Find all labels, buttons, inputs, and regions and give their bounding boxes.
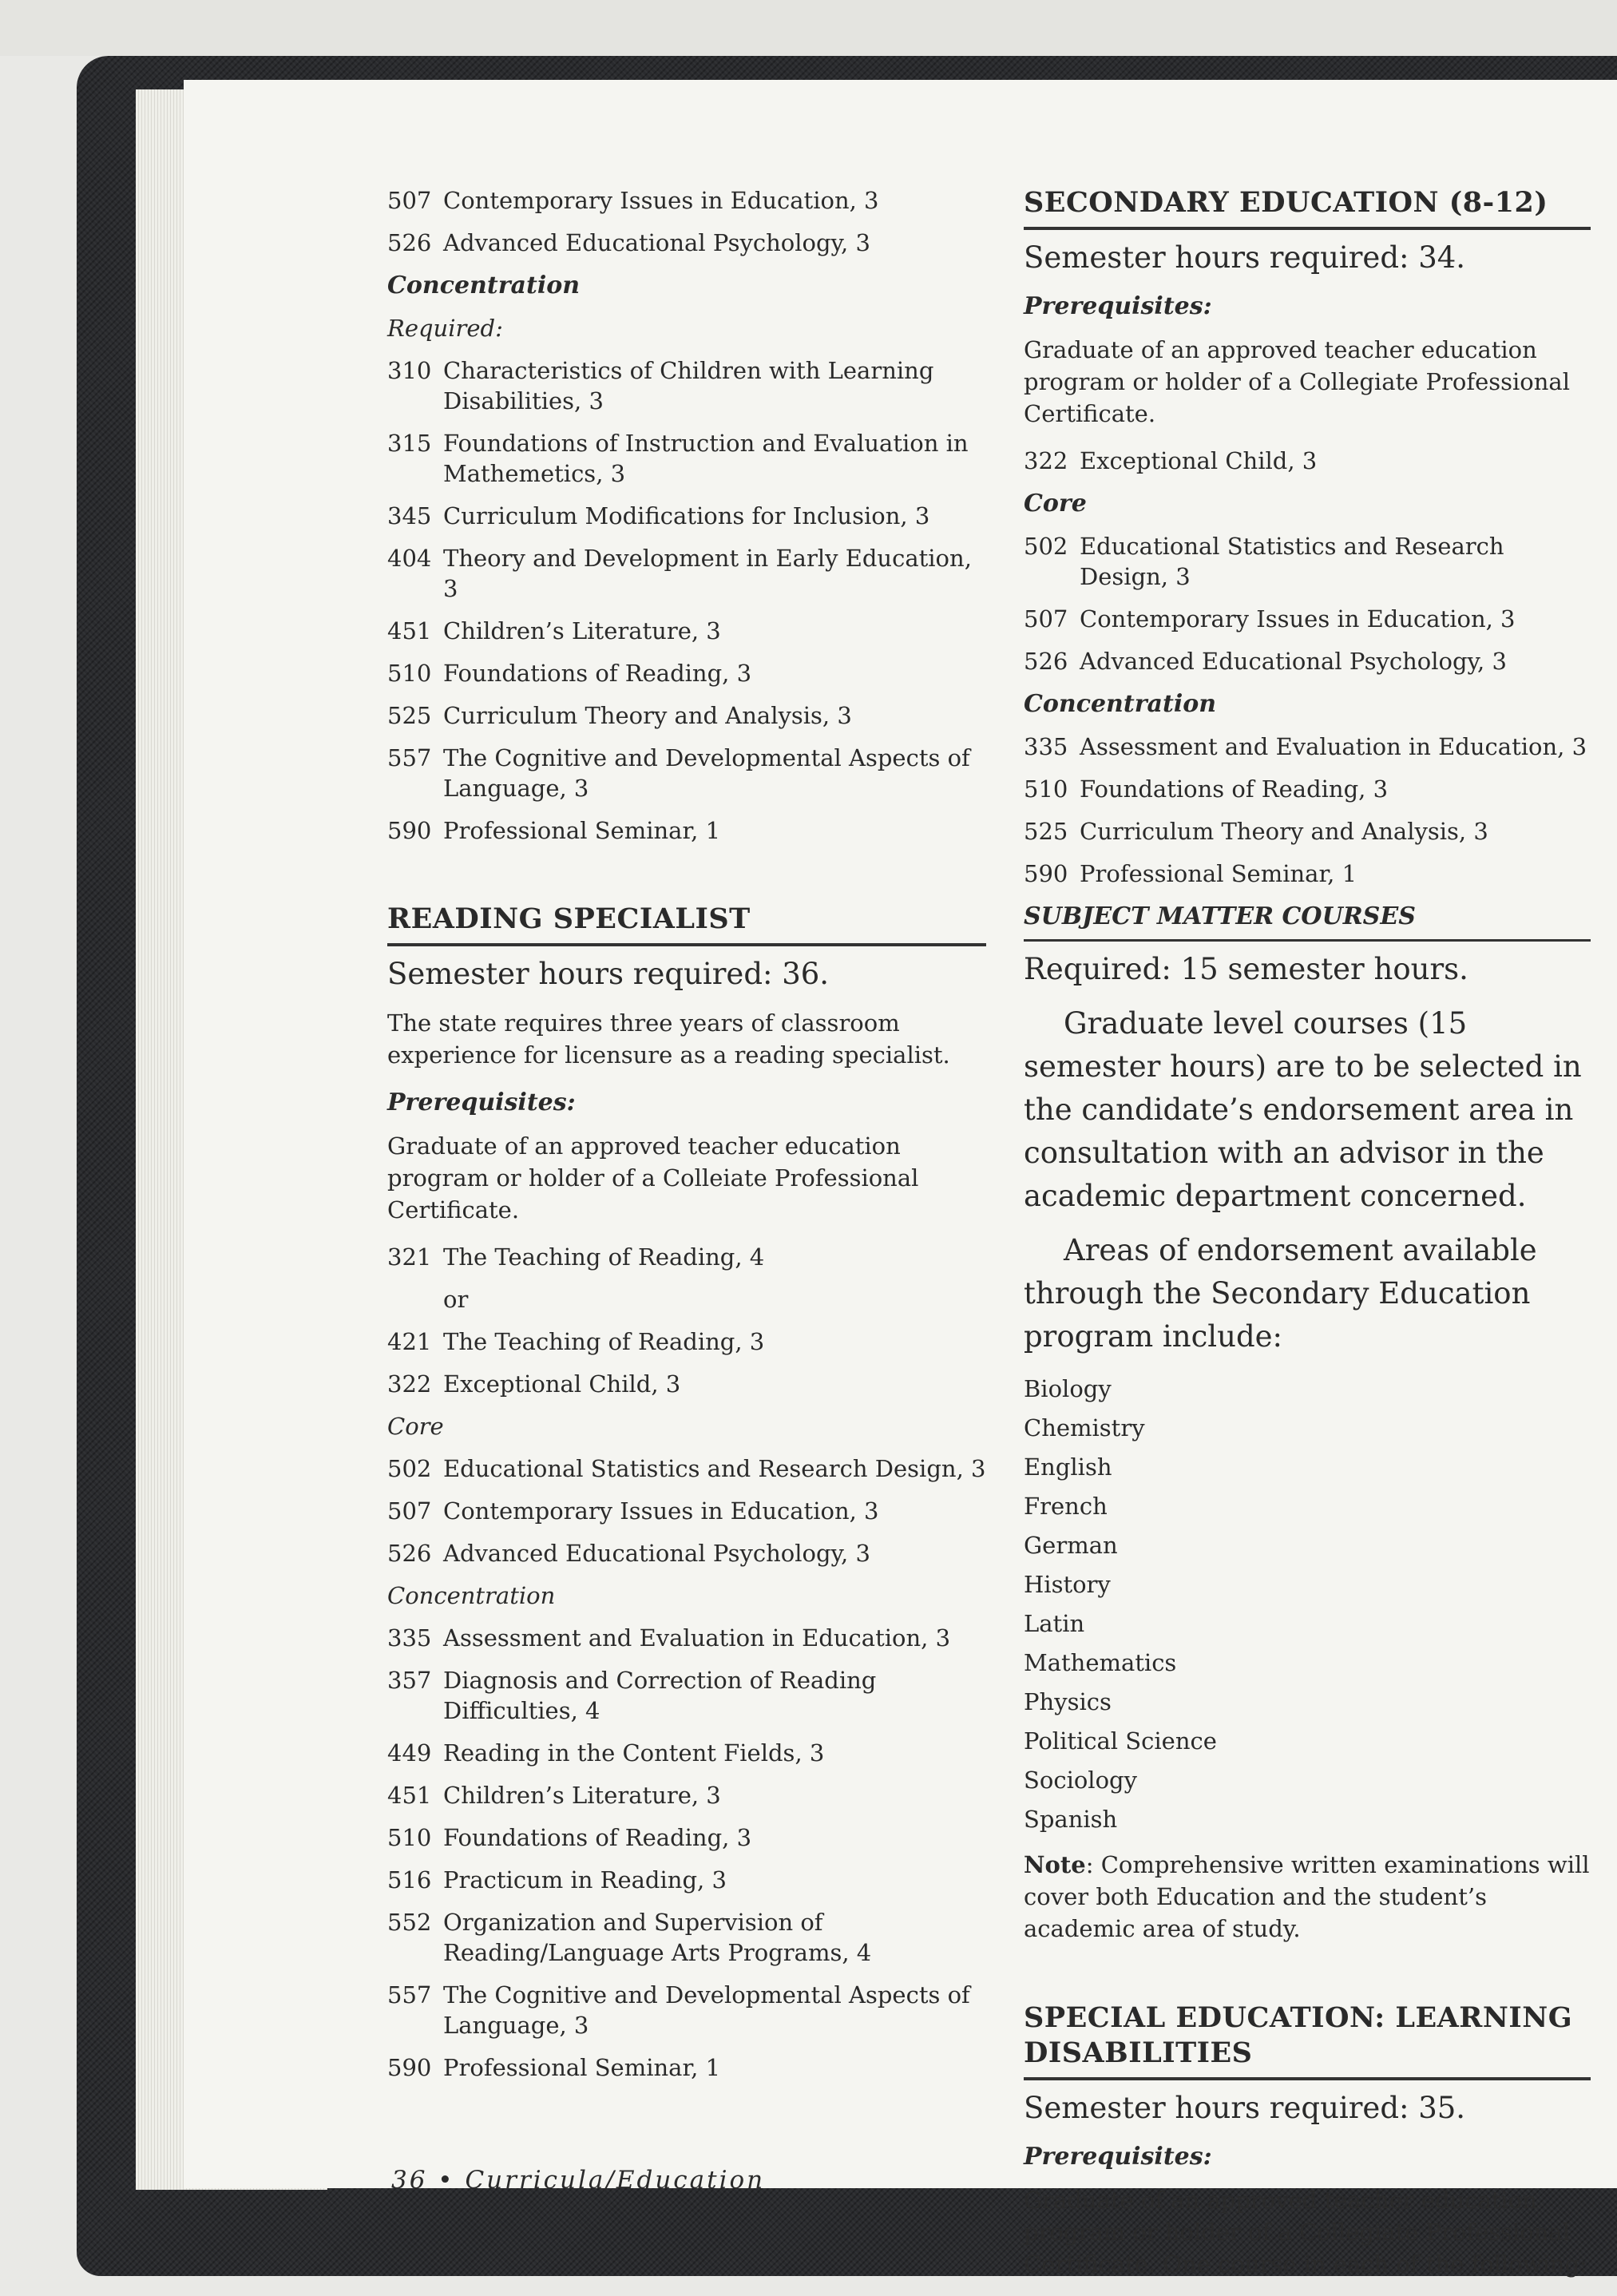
course-title: Reading in the Content Fields, 3: [443, 1739, 825, 1767]
endorsement-area: Physics: [1024, 1688, 1112, 1715]
secondary-prereq-list: [1024, 446, 1591, 476]
course-item: [387, 1369, 986, 1399]
page-footer: 36 • Curricula/Education: [391, 2166, 766, 2195]
concentration-heading: Concentration: [387, 272, 581, 299]
secondary-hours: Semester hours required: 34.: [1024, 240, 1466, 275]
course-item: [1024, 646, 1591, 676]
secondary-prereq-label: Prerequisites:: [1024, 292, 1212, 320]
course-item: [387, 1738, 986, 1768]
course-title: Contemporary Issues in Education, 3: [443, 187, 879, 214]
course-number: 525: [387, 702, 432, 729]
course-number: 321: [387, 1243, 432, 1271]
section-rule: [1024, 227, 1591, 230]
course-title: The Teaching of Reading, 3: [443, 1328, 765, 1355]
course-number: 345: [387, 502, 432, 529]
subject-hours: Required: 15 semester hours.: [1024, 952, 1468, 986]
course-item: [387, 616, 986, 646]
course-item: [387, 543, 986, 604]
course-number: 552: [387, 1909, 432, 1936]
course-item: [387, 1907, 986, 1968]
course-item: [387, 1284, 986, 1315]
course-title: Contemporary Issues in Education, 3: [1080, 605, 1516, 632]
course-title: Foundations of Reading, 3: [443, 660, 752, 687]
secondary-core-list: [1024, 531, 1591, 676]
endorsement-area: Spanish: [1024, 1806, 1118, 1833]
course-number: 451: [387, 1782, 432, 1809]
reading-core-label: Core: [387, 1413, 444, 1440]
course-item: [387, 1780, 986, 1810]
endorsement-area: German: [1024, 1532, 1118, 1559]
reading-hours: Semester hours required: 36.: [387, 957, 830, 991]
left-column: [387, 185, 986, 2095]
course-title: Characteristics of Children with Learning Disabilities, 3: [443, 357, 934, 414]
course-item: [387, 700, 986, 731]
course-number: 502: [387, 1455, 432, 1482]
course-title: Curriculum Theory and Analysis, 3: [443, 702, 852, 729]
course-number: 526: [387, 229, 432, 256]
course-title: Theory and Development in Early Education, 3: [443, 545, 972, 602]
course-number: 310: [387, 357, 432, 384]
reading-prereq-list: [387, 1242, 986, 1399]
subject-paragraph-2: Areas of endorsement available through the Secondary Education program include:: [1024, 1233, 1537, 1354]
course-number: 516: [387, 1866, 432, 1894]
reading-specialist-title: READING SPECIALIST: [387, 902, 751, 935]
course-number: 507: [387, 187, 432, 214]
secondary-note: [1024, 1849, 1591, 1945]
course-number: 357: [387, 1667, 432, 1694]
section-rule: [1024, 2077, 1591, 2080]
course-title: The Teaching of Reading, 4: [443, 1243, 765, 1271]
special-education-title: SPECIAL EDUCATION: LEARNING DISABILITIES: [1024, 2001, 1573, 2069]
course-title: Professional Seminar, 1: [443, 2054, 721, 2081]
course-number: 557: [387, 1981, 432, 2009]
endorsement-area: French: [1024, 1493, 1108, 1520]
course-item: [387, 1242, 986, 1272]
course-number: 315: [387, 430, 432, 457]
course-number: 335: [387, 1624, 432, 1652]
course-title: Professional Seminar, 1: [443, 817, 721, 844]
background: [0, 0, 1617, 56]
course-title: Advanced Educational Psychology, 3: [443, 1540, 870, 1567]
course-number: 510: [387, 1824, 432, 1851]
course-number: 449: [387, 1739, 432, 1767]
endorsement-area: Sociology: [1024, 1767, 1137, 1794]
course-item: [1024, 816, 1591, 847]
course-number: 510: [1024, 775, 1068, 803]
section-rule: [1024, 939, 1591, 942]
course-number: 322: [387, 1370, 432, 1398]
endorsement-area: Biology: [1024, 1375, 1112, 1402]
course-item: [1024, 774, 1591, 804]
course-title: Organization and Supervision of Reading/Language Arts Programs, 4: [443, 1909, 872, 1966]
course-number: 525: [1024, 818, 1068, 845]
course-title: Assessment and Evaluation in Education, 3: [1080, 733, 1587, 760]
course-title: Children’s Literature, 3: [443, 617, 721, 644]
concentration-list: [387, 355, 986, 846]
subject-paragraph-1: Graduate level courses (15 semester hours) are to be selected in the candidate’s endorsement area in consultation with an advisor in the academic department concerned.: [1024, 1006, 1582, 1213]
course-title: Contemporary Issues in Education, 3: [443, 1497, 879, 1525]
reading-prereq-label: Prerequisites:: [387, 1089, 576, 1116]
course-item: [387, 185, 986, 216]
left-top-list: [387, 185, 986, 258]
course-title: Advanced Educational Psychology, 3: [1080, 648, 1507, 675]
right-column: [1024, 185, 1591, 2296]
endorsement-area: Mathematics: [1024, 1649, 1177, 1676]
course-title: Exceptional Child, 3: [443, 1370, 681, 1398]
course-item: [387, 1538, 986, 1568]
course-title: Educational Statistics and Research Design, 3: [443, 1455, 986, 1482]
course-title: Foundations of Instruction and Evaluation in Mathemetics, 3: [443, 430, 969, 487]
course-title: Foundations of Reading, 3: [443, 1824, 752, 1851]
course-item: [387, 501, 986, 531]
note-text: : Comprehensive written examinations will cover both Education and the student’s academic area of study.: [1024, 1851, 1590, 1942]
course-number: 507: [387, 1497, 432, 1525]
course-title: Assessment and Evaluation in Education, 3: [443, 1624, 951, 1652]
course-title: Exceptional Child, 3: [1080, 447, 1318, 474]
course-title: The Cognitive and Developmental Aspects of Language, 3: [443, 744, 970, 802]
endorsement-area: Latin: [1024, 1610, 1085, 1637]
course-item: [1024, 446, 1591, 476]
course-number: 590: [387, 817, 432, 844]
course-number: 421: [387, 1328, 432, 1355]
endorsement-area: History: [1024, 1571, 1111, 1598]
course-title: Professional Seminar, 1: [1080, 860, 1357, 887]
course-number: 510: [387, 660, 432, 687]
course-title: The Cognitive and Developmental Aspects of Language, 3: [443, 1981, 970, 2039]
course-number: 502: [1024, 533, 1068, 560]
course-number: 322: [1024, 447, 1068, 474]
course-title: Foundations of Reading, 3: [1080, 775, 1389, 803]
course-title: Curriculum Theory and Analysis, 3: [1080, 818, 1488, 845]
reading-note: The state requires three years of classroom experience for licensure as a reading specialist.: [387, 1009, 950, 1069]
reading-core-list: [387, 1453, 986, 1568]
endorsement-areas: [1024, 1370, 1591, 1839]
endorsement-area: Political Science: [1024, 1727, 1217, 1755]
course-number: 557: [387, 744, 432, 771]
course-title: Diagnosis and Correction of Reading Difficulties, 4: [443, 1667, 877, 1724]
course-title: Curriculum Modifications for Inclusion, 3: [443, 502, 930, 529]
course-item: [1024, 531, 1591, 592]
special-hours: Semester hours required: 35.: [1024, 2091, 1466, 2125]
reading-concentration-list: [387, 1623, 986, 2083]
course-title: Practicum in Reading, 3: [443, 1866, 727, 1894]
secondary-core-label: Core: [1024, 490, 1087, 517]
course-item: [1024, 604, 1591, 634]
course-number: 451: [387, 617, 432, 644]
course-item: [387, 228, 986, 258]
course-number: 507: [1024, 605, 1068, 632]
course-item: [387, 658, 986, 688]
secondary-concentration-list: [1024, 732, 1591, 889]
course-item: [387, 1665, 986, 1726]
section-rule: [387, 943, 986, 946]
special-prereq-text: Graduate of an approved teacher education program or holder of a Collegiate Professional Certificate. One course in each of the following:: [1024, 2187, 1587, 2278]
endorsement-area: English: [1024, 1453, 1112, 1481]
course-number: 404: [387, 545, 432, 572]
reading-concentration-label: Concentration: [387, 1582, 556, 1609]
course-item: [387, 1453, 986, 1484]
secondary-prereq-text: Graduate of an approved teacher education program or holder of a Collegiate Professional Certificate.: [1024, 336, 1570, 427]
course-title: Children’s Literature, 3: [443, 1782, 721, 1809]
course-item: [387, 815, 986, 846]
course-number: 526: [387, 1540, 432, 1567]
course-number: [387, 1284, 443, 1315]
course-number: 335: [1024, 733, 1068, 760]
course-item: [387, 1623, 986, 1653]
subject-matter-label: SUBJECT MATTER COURSES: [1024, 902, 1416, 930]
secondary-title: SECONDARY EDUCATION (8-12): [1024, 186, 1548, 219]
course-item: [387, 2052, 986, 2083]
endorsement-area: Chemistry: [1024, 1414, 1145, 1441]
course-number: 590: [1024, 860, 1068, 887]
course-item: [387, 1822, 986, 1853]
course-item: [387, 1326, 986, 1357]
course-number: 590: [387, 2054, 432, 2081]
course-number: 526: [1024, 648, 1068, 675]
course-item: [387, 1865, 986, 1895]
course-item: [1024, 732, 1591, 762]
course-title: Advanced Educational Psychology, 3: [443, 229, 870, 256]
course-item: [387, 428, 986, 489]
course-item: [387, 743, 986, 803]
course-title: Educational Statistics and Research Design, 3: [1080, 533, 1504, 590]
required-label: Required:: [387, 315, 503, 342]
course-item: [387, 1980, 986, 2040]
note-label: Note: [1024, 1851, 1086, 1878]
course-item: [1024, 859, 1591, 889]
course-title: or: [443, 1286, 469, 1313]
course-item: [387, 355, 986, 416]
special-prereq-label: Prerequisites:: [1024, 2143, 1212, 2171]
secondary-concentration-label: Concentration: [1024, 690, 1217, 718]
reading-prereq-text: Graduate of an approved teacher education program or holder of a Colleiate Professional Certificate.: [387, 1132, 919, 1223]
course-item: [387, 1496, 986, 1526]
